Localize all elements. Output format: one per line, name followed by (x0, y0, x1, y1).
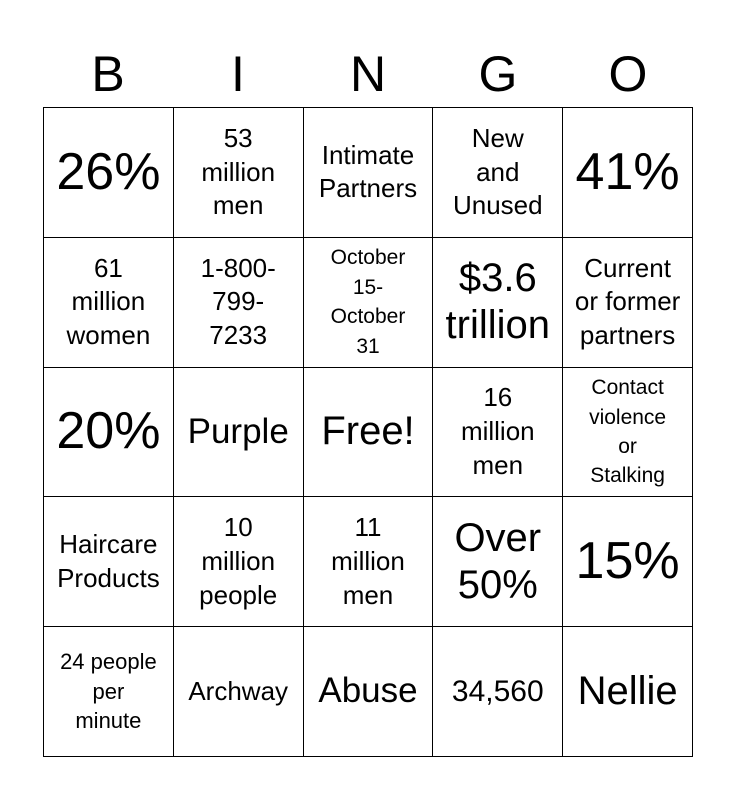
bingo-cell-r1-c3 (304, 108, 434, 238)
header-letter-g: G (478, 46, 518, 102)
bingo-cell-r2-c5 (563, 238, 693, 368)
bingo-cell-r2-c4 (433, 238, 563, 368)
cell-text: 1-800- 799- 7233 (200, 252, 276, 351)
bingo-cell-r1-c1 (44, 108, 174, 238)
cell-text: Current or former partners (574, 252, 681, 351)
cell-text: 24 people per minute (60, 649, 157, 734)
bingo-cell-r5-c1 (44, 627, 174, 757)
bingo-cell-r4-c3 (304, 497, 434, 627)
bingo-cell-r3-c5 (563, 368, 693, 498)
cell-text: Archway (188, 675, 289, 706)
cell-text: 11 million men (331, 512, 405, 610)
bingo-cell-r5-c5 (563, 627, 693, 757)
cell-text: 61 million women (66, 252, 151, 351)
cell-text: 10 million people (199, 512, 278, 610)
bingo-cell-r3-c1 (44, 368, 174, 498)
bingo-board (43, 107, 693, 757)
cell-text: 53 million men (201, 122, 276, 221)
bingo-cell-r4-c4 (433, 497, 563, 627)
bingo-cell-r5-c4 (433, 627, 563, 757)
bingo-cell-r3-c4 (433, 368, 563, 498)
bingo-cell-r1-c2 (174, 108, 304, 238)
bingo-cell-r4-c1 (44, 497, 174, 627)
bingo-cell-r1-c5 (563, 108, 693, 238)
bingo-header (43, 40, 693, 108)
cell-text: Haircare Products (57, 528, 160, 593)
bingo-cell-r2-c2 (174, 238, 304, 368)
cell-text: 16 million men (460, 382, 535, 480)
bingo-cell-r2-c1 (44, 238, 174, 368)
cell-text: 26% (56, 142, 161, 201)
bingo-cell-r5-c3 (304, 627, 434, 757)
bingo-cell-r3-c2 (174, 368, 304, 498)
cell-text: Over 50% (454, 515, 542, 607)
bingo-cell-r2-c3 (304, 238, 434, 368)
header-letter-n: N (349, 46, 387, 102)
cell-text: Nellie (577, 669, 678, 713)
bingo-cell-r4-c2 (174, 497, 304, 627)
cell-text: October 15- October 31 (330, 246, 406, 358)
header-letter-i: I (231, 46, 245, 102)
cell-text: 15% (575, 531, 680, 590)
cell-text: Contact violence or Stalking (589, 376, 667, 488)
bingo-cell-r3-c3 (304, 368, 434, 498)
bingo-cell-r5-c2 (174, 627, 304, 757)
cell-text: New and Unused (452, 122, 543, 221)
cell-text: $3.6 trillion (445, 256, 551, 348)
cell-text: Free! (321, 409, 415, 454)
bingo-cell-r1-c4 (433, 108, 563, 238)
bingo-cell-r4-c5 (563, 497, 693, 627)
cell-text: Purple (187, 411, 289, 451)
cell-text: Intimate Partners (318, 139, 418, 204)
cell-text: 20% (56, 402, 161, 461)
cell-text: Abuse (318, 671, 418, 711)
cell-text: 34,560 (451, 675, 544, 709)
header-letter-o: O (608, 46, 648, 102)
header-letter-b: B (91, 46, 125, 102)
cell-text: 41% (575, 142, 680, 201)
